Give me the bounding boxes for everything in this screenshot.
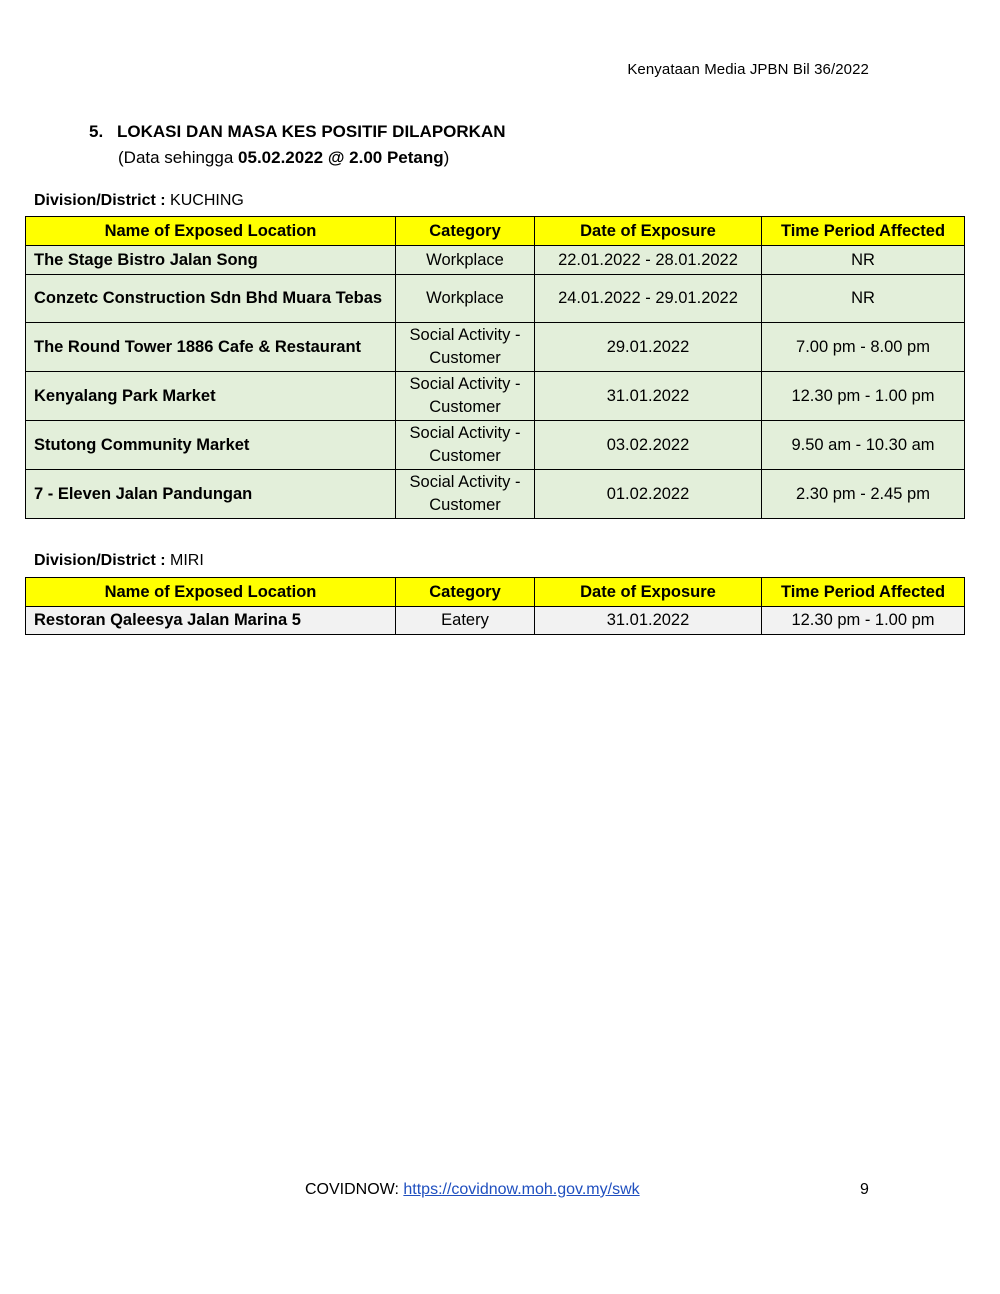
- time-period: 7.00 pm - 8.00 pm: [762, 323, 965, 372]
- subtitle-suffix: ): [443, 148, 450, 167]
- location-category: Eatery: [396, 607, 535, 635]
- location-name: Restoran Qaleesya Jalan Marina 5: [26, 607, 396, 635]
- column-header-date: Date of Exposure: [535, 578, 762, 607]
- miri-table: [25, 577, 965, 635]
- table-row: [26, 607, 965, 635]
- district-label-kuching: [34, 192, 244, 210]
- table-row: [26, 372, 965, 421]
- location-category: Social Activity - Customer: [396, 323, 535, 372]
- table-row: [26, 246, 965, 275]
- exposure-date: 31.01.2022: [535, 372, 762, 421]
- time-period: NR: [762, 275, 965, 323]
- location-name: The Stage Bistro Jalan Song: [26, 246, 396, 275]
- location-category: Workplace: [396, 275, 535, 323]
- time-period: NR: [762, 246, 965, 275]
- section-title: [89, 122, 506, 142]
- column-header-name: Name of Exposed Location: [26, 217, 396, 246]
- section-number: 5.: [89, 122, 104, 141]
- location-name: 7 - Eleven Jalan Pandungan: [26, 470, 396, 519]
- document-reference: Kenyataan Media JPBN Bil 36/2022: [627, 61, 869, 78]
- subtitle-prefix: (Data sehingga: [118, 148, 239, 167]
- exposure-date: 03.02.2022: [535, 421, 762, 470]
- table-row: [26, 470, 965, 519]
- time-period: 12.30 pm - 1.00 pm: [762, 607, 965, 635]
- covidnow-link[interactable]: https://covidnow.moh.gov.my/swk: [403, 1181, 640, 1198]
- district-name: MIRI: [170, 552, 204, 569]
- column-header-date: Date of Exposure: [535, 217, 762, 246]
- section-title-text: LOKASI DAN MASA KES POSITIF DILAPORKAN: [117, 122, 506, 141]
- exposure-date: 22.01.2022 - 28.01.2022: [535, 246, 762, 275]
- column-header-category: Category: [396, 217, 535, 246]
- location-name: Kenyalang Park Market: [26, 372, 396, 421]
- exposure-date: 29.01.2022: [535, 323, 762, 372]
- table-header-row: [26, 217, 965, 246]
- column-header-time: Time Period Affected: [762, 578, 965, 607]
- location-category: Social Activity - Customer: [396, 372, 535, 421]
- location-name: Stutong Community Market: [26, 421, 396, 470]
- table-header-row: [26, 578, 965, 607]
- exposure-date: 24.01.2022 - 29.01.2022: [535, 275, 762, 323]
- table-row: [26, 323, 965, 372]
- district-label-text: Division/District :: [34, 192, 171, 209]
- location-category: Social Activity - Customer: [396, 421, 535, 470]
- exposure-date: 31.01.2022: [535, 607, 762, 635]
- location-name: Conzetc Construction Sdn Bhd Muara Tebas: [26, 275, 396, 323]
- district-label-text: Division/District :: [34, 552, 171, 569]
- district-label-miri: [34, 552, 204, 570]
- table-row: [26, 275, 965, 323]
- kuching-table: [25, 216, 965, 519]
- column-header-name: Name of Exposed Location: [26, 578, 396, 607]
- exposure-date: 01.02.2022: [535, 470, 762, 519]
- column-header-time: Time Period Affected: [762, 217, 965, 246]
- subtitle-date: 05.02.2022 @ 2.00 Petang: [238, 148, 444, 167]
- location-category: Social Activity - Customer: [396, 470, 535, 519]
- table-row: [26, 421, 965, 470]
- footer: [305, 1181, 640, 1199]
- time-period: 2.30 pm - 2.45 pm: [762, 470, 965, 519]
- column-header-category: Category: [396, 578, 535, 607]
- page-number: 9: [860, 1181, 869, 1198]
- district-name: KUCHING: [170, 192, 244, 209]
- time-period: 12.30 pm - 1.00 pm: [762, 372, 965, 421]
- section-subtitle: [118, 148, 449, 168]
- location-name: The Round Tower 1886 Cafe & Restaurant: [26, 323, 396, 372]
- footer-label: COVIDNOW:: [305, 1181, 404, 1198]
- location-category: Workplace: [396, 246, 535, 275]
- time-period: 9.50 am - 10.30 am: [762, 421, 965, 470]
